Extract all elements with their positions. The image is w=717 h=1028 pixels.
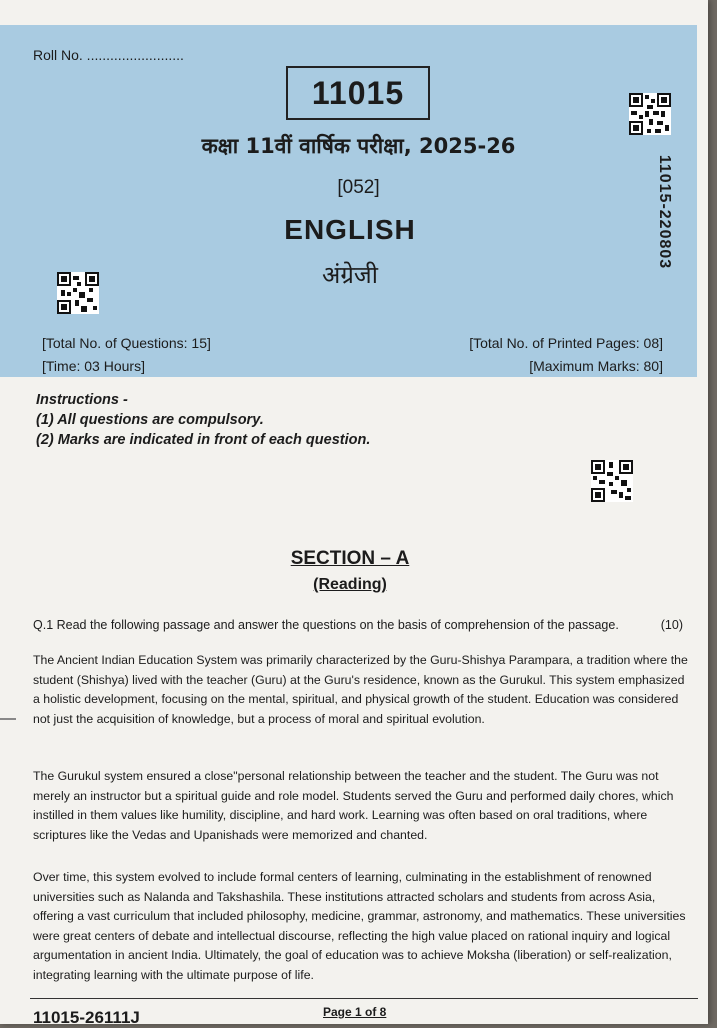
qr-code-icon [57, 272, 99, 314]
roll-number-field: Roll No. ......................... [33, 47, 184, 63]
maximum-marks: [Maximum Marks: 80] [529, 358, 663, 374]
question-marks: (10) [660, 618, 683, 632]
question-text: Q.1 Read the following passage and answer the questions on the basis of comprehension of the passage. [33, 618, 619, 632]
section-title: SECTION – A [290, 548, 410, 569]
time-allowed: [Time: 03 Hours] [42, 358, 145, 374]
section-subtitle: (Reading) [313, 576, 387, 593]
qr-code-icon [591, 460, 633, 502]
page-number: Page 1 of 8 [323, 1005, 387, 1019]
subject-code: [052] [337, 177, 380, 198]
instructions-title: Instructions - [36, 392, 128, 408]
passage-paragraph: The Gurukul system ensured a close"personal relationship between the teacher and the student. The Guru was not merely an instructor but a spiritual guide and role model. Students served the Guru and performed daily chores, which instilled in them values like humility, discipline, and hard work. Learning was often based on oral traditions, where scriptures like the Vedas and Upanishads were memorized and chanted. [33, 769, 674, 842]
instructions [36, 390, 370, 450]
subject-title-hindi: अंग्रेजी [322, 261, 378, 289]
paper-code: 11015 [311, 74, 405, 111]
instruction-item: (1) All questions are compulsory. [36, 412, 264, 428]
serial-number-text: 11015-220803 [656, 154, 673, 270]
printed-pages: [Total No. of Printed Pages: 08] [469, 335, 663, 351]
passage-paragraph: The Ancient Indian Education System was primarily characterized by the Guru-Shishya Parampara, a tradition where the student (Shishya) lived with the teacher (Guru) at the Guru's residence, known as the Gurukul. This system emphasized a holistic development, focusing on the mental, spiritual, and physical growth of the student. Education was considered not just the acquisition of knowledge, but a process of moral and spiritual evolution. [33, 653, 688, 726]
total-questions: [Total No. of Questions: 15] [42, 335, 211, 351]
footer-code: 11015-26111J [33, 1008, 140, 1027]
question-1 [33, 618, 683, 632]
serial-number [652, 150, 676, 275]
instruction-item: (2) Marks are indicated in front of each question. [36, 432, 371, 448]
passage-paragraph: Over time, this system evolved to include formal centers of learning, culminating in the establishment of renowned universities such as Nalanda and Takshashila. These institutions attracted scholars and students from across Asia, offering a vast curriculum that included philosophy, medicine, grammar, astronomy, and mathematics. These universities were great centers of debate and intellectual discourse, reflecting the high value placed on rational inquiry and logical argumentation in ancient India. Ultimately, the goal of education was to achieve Moksha (liberation) or self-realization, integrating learning with the ultimate purpose of life. [33, 870, 686, 982]
subject-title: ENGLISH [284, 214, 416, 245]
footer-divider [30, 998, 698, 999]
fold-mark [0, 718, 16, 720]
qr-code-icon [629, 93, 671, 135]
exam-title: कक्षा 11वीं वार्षिक परीक्षा, 2025-26 [201, 134, 516, 158]
paper-code-box [286, 66, 430, 120]
